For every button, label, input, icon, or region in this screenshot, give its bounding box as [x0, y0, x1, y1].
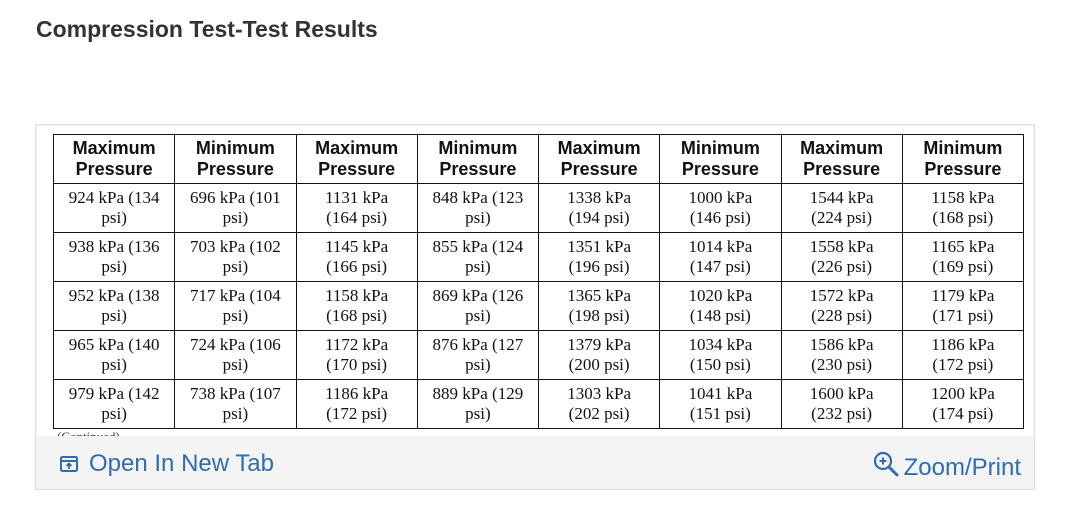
table-cell	[54, 233, 175, 282]
cell-line: (198 psi)	[568, 306, 630, 325]
header-line: Pressure	[924, 159, 1002, 179]
cell-line: psi)	[465, 208, 491, 227]
cell-line: (228 psi)	[811, 306, 873, 325]
table-cell	[54, 380, 175, 429]
cell-line: 1544 kPa	[809, 188, 874, 207]
cell-line: psi)	[101, 257, 127, 276]
cell-line: 1379 kPa	[567, 335, 631, 354]
header-line: Maximum	[315, 138, 399, 158]
cell-line: 1179 kPa	[931, 286, 995, 305]
cell-line: psi)	[101, 404, 127, 423]
table-row	[54, 282, 1024, 331]
table-cell	[539, 184, 660, 233]
cell-line: (171 psi)	[932, 306, 994, 325]
table-body	[54, 184, 1024, 429]
cell-line: (151 psi)	[689, 404, 751, 423]
zoom-print-link[interactable]	[872, 446, 1021, 482]
table-cell	[902, 331, 1023, 380]
header-line: Minimum	[680, 138, 760, 158]
table-cell	[175, 331, 296, 380]
zoom-print-label: Zoom/Print	[903, 454, 1021, 481]
cell-line: 1351 kPa	[567, 237, 631, 256]
header-line: Maximum	[800, 138, 884, 158]
cell-line: psi)	[222, 404, 249, 423]
table-cell	[54, 282, 175, 331]
table-cell	[902, 233, 1023, 282]
cell-line: (202 psi)	[568, 404, 630, 423]
cell-line: (172 psi)	[932, 355, 994, 374]
table-cell	[54, 331, 175, 380]
cell-line: (168 psi)	[326, 306, 388, 325]
cell-line: 1020 kPa	[688, 286, 753, 305]
cell-line: 889 kPa (129	[432, 384, 524, 403]
cell-line: 1158 kPa	[931, 188, 995, 207]
cell-line: 1186 kPa	[325, 384, 389, 403]
cell-line: 952 kPa (138	[68, 286, 160, 305]
cell-line: 1158 kPa	[325, 286, 389, 305]
table-cell	[417, 184, 538, 233]
header-line: Maximum	[72, 138, 156, 158]
table-header-cell	[660, 135, 781, 184]
cell-line: 717 kPa (104	[190, 286, 281, 305]
cell-line: 1572 kPa	[809, 286, 874, 305]
header-line: Minimum	[438, 138, 518, 158]
figure-toolbar	[37, 436, 1033, 489]
cell-line: (224 psi)	[811, 208, 873, 227]
table-cell	[781, 184, 902, 233]
table-cell	[660, 331, 781, 380]
cell-line: 965 kPa (140	[68, 335, 160, 354]
table-header-cell	[417, 135, 538, 184]
open-in-new-tab-icon	[59, 454, 79, 474]
header-line: Pressure	[681, 159, 759, 179]
table-cell	[539, 380, 660, 429]
table-cell	[296, 184, 417, 233]
compression-results-table	[53, 134, 1024, 429]
cell-line: 1165 kPa	[931, 237, 995, 256]
table-cell	[781, 380, 902, 429]
cell-line: (147 psi)	[689, 257, 751, 276]
cell-line: 1558 kPa	[809, 237, 874, 256]
table-cell	[296, 282, 417, 331]
cell-line: psi)	[222, 208, 249, 227]
cell-line: psi)	[465, 355, 491, 374]
table-image	[37, 126, 1033, 436]
table-cell	[660, 184, 781, 233]
table-cell	[296, 331, 417, 380]
header-line: Minimum	[195, 138, 275, 158]
table-cell	[539, 282, 660, 331]
table-cell	[417, 331, 538, 380]
cell-line: (196 psi)	[568, 257, 630, 276]
table-cell	[296, 380, 417, 429]
table-cell	[539, 331, 660, 380]
page-title: Compression Test-Test Results	[36, 16, 378, 42]
table-cell	[660, 233, 781, 282]
header-line: Maximum	[557, 138, 641, 158]
cell-line: 1338 kPa	[567, 188, 631, 207]
cell-line: (226 psi)	[811, 257, 873, 276]
cell-line: (194 psi)	[568, 208, 630, 227]
table-header-cell	[539, 135, 660, 184]
table-header-cell	[902, 135, 1023, 184]
cell-line: 1186 kPa	[931, 335, 995, 354]
cell-line: 1145 kPa	[325, 237, 389, 256]
table-row	[54, 380, 1024, 429]
table-cell	[175, 184, 296, 233]
cell-line: (148 psi)	[689, 306, 751, 325]
cell-line: 1600 kPa	[809, 384, 874, 403]
cell-line: psi)	[101, 355, 127, 374]
table-cell	[417, 380, 538, 429]
cell-line: psi)	[222, 355, 249, 374]
table-header-cell	[296, 135, 417, 184]
header-line: Pressure	[803, 159, 881, 179]
cell-line: 1041 kPa	[688, 384, 753, 403]
figure-frame	[35, 124, 1035, 490]
header-line: Minimum	[923, 138, 1003, 158]
cell-line: psi)	[465, 404, 491, 423]
cell-line: 1200 kPa	[931, 384, 995, 403]
cell-line: 869 kPa (126	[432, 286, 524, 305]
cell-line: 696 kPa (101	[190, 188, 281, 207]
cell-line: psi)	[465, 257, 491, 276]
cell-line: 1586 kPa	[809, 335, 874, 354]
header-line: Pressure	[196, 159, 274, 179]
table-cell	[660, 380, 781, 429]
table-cell	[781, 282, 902, 331]
cell-line: (150 psi)	[689, 355, 751, 374]
header-line: Pressure	[75, 159, 153, 179]
cell-line: psi)	[465, 306, 491, 325]
cell-line: (168 psi)	[932, 208, 994, 227]
cell-line: 1000 kPa	[688, 188, 753, 207]
table-cell	[54, 184, 175, 233]
cell-line: psi)	[222, 257, 249, 276]
cell-line: (170 psi)	[326, 355, 388, 374]
cell-line: (172 psi)	[326, 404, 388, 423]
cell-line: (232 psi)	[811, 404, 873, 423]
table-cell	[175, 233, 296, 282]
cell-line: 1365 kPa	[567, 286, 631, 305]
table-cell	[660, 282, 781, 331]
cell-line: 1014 kPa	[688, 237, 753, 256]
header-line: Pressure	[439, 159, 517, 179]
table-cell	[175, 380, 296, 429]
table-header-row	[54, 135, 1024, 184]
table-cell	[175, 282, 296, 331]
header-line: Pressure	[318, 159, 396, 179]
cell-line: psi)	[101, 306, 127, 325]
cell-line: 738 kPa (107	[190, 384, 281, 403]
table-cell	[539, 233, 660, 282]
table-cell	[417, 282, 538, 331]
cell-line: 855 kPa (124	[432, 237, 524, 256]
zoom-in-icon	[872, 450, 900, 478]
cell-line: (174 psi)	[932, 404, 994, 423]
cell-line: (164 psi)	[326, 208, 388, 227]
table-cell	[296, 233, 417, 282]
table-row	[54, 233, 1024, 282]
table-cell	[902, 184, 1023, 233]
cell-line: 724 kPa (106	[190, 335, 281, 354]
cell-line: 876 kPa (127	[432, 335, 524, 354]
cell-line: psi)	[101, 208, 127, 227]
cell-line: 938 kPa (136	[68, 237, 160, 256]
table-row	[54, 184, 1024, 233]
open-in-new-tab-label: Open In New Tab	[89, 450, 275, 477]
cell-line: psi)	[222, 306, 249, 325]
table-header-cell	[781, 135, 902, 184]
cell-line: (230 psi)	[811, 355, 873, 374]
table-header-cell	[175, 135, 296, 184]
table-row	[54, 331, 1024, 380]
cell-line: 848 kPa (123	[432, 188, 524, 207]
cell-line: 1172 kPa	[325, 335, 389, 354]
cell-line: 979 kPa (142	[68, 384, 160, 403]
cell-line: (166 psi)	[326, 257, 388, 276]
table-cell	[902, 380, 1023, 429]
table-cell	[781, 233, 902, 282]
header-line: Pressure	[560, 159, 638, 179]
cell-line: 703 kPa (102	[190, 237, 281, 256]
cell-line: (169 psi)	[932, 257, 994, 276]
cell-line: 1034 kPa	[688, 335, 753, 354]
table-header-cell	[54, 135, 175, 184]
open-in-new-tab-link[interactable]	[59, 450, 274, 478]
cell-line: (200 psi)	[568, 355, 630, 374]
cell-line: 1131 kPa	[325, 188, 389, 207]
cell-line: 1303 kPa	[567, 384, 631, 403]
table-cell	[781, 331, 902, 380]
table-cell	[417, 233, 538, 282]
table-cell	[902, 282, 1023, 331]
cell-line: (146 psi)	[689, 208, 751, 227]
cell-line: 924 kPa (134	[68, 188, 160, 207]
